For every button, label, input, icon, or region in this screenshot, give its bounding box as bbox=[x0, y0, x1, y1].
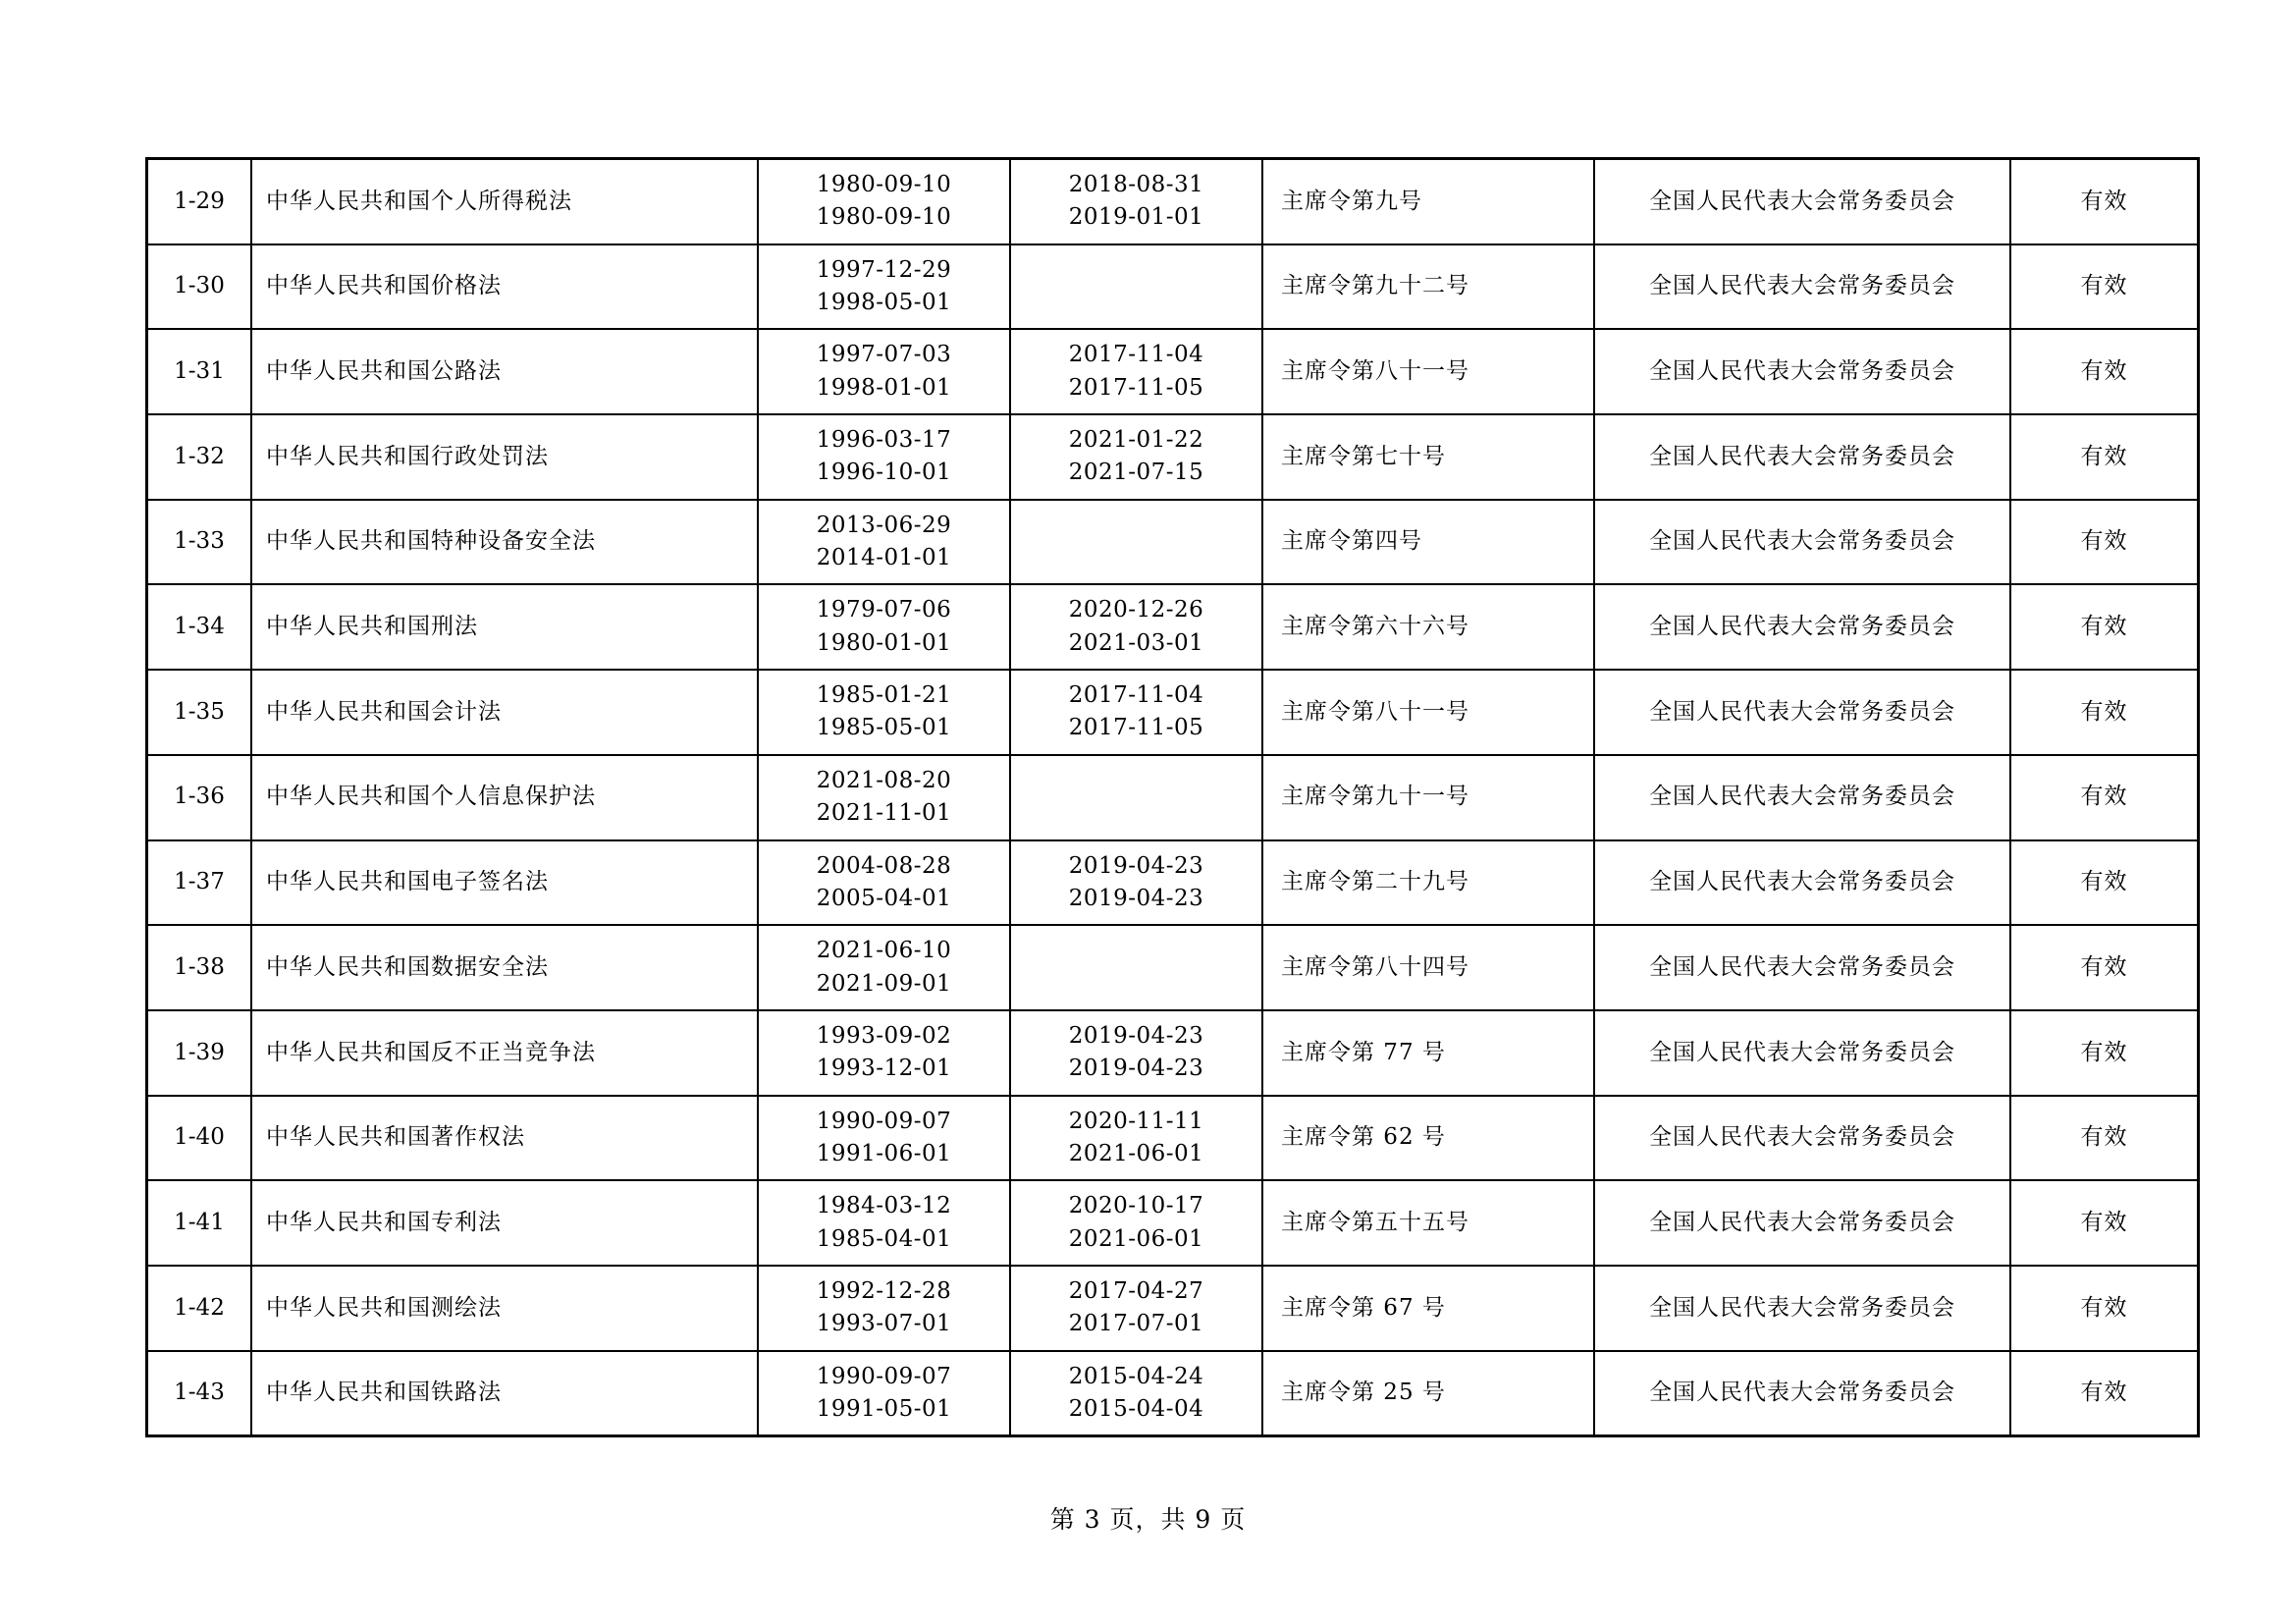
dates-stack bbox=[759, 585, 1009, 669]
row-index-text: 1-38 bbox=[174, 953, 225, 980]
cell-order-number bbox=[1262, 925, 1594, 1010]
cell-status bbox=[2010, 670, 2199, 755]
cell-law-name bbox=[251, 500, 758, 585]
cell-status bbox=[2010, 1180, 2199, 1266]
amend-effective-text: 2017-07-01 bbox=[1068, 1311, 1204, 1337]
cell-amendment-dates bbox=[1010, 500, 1262, 585]
cell-order-number bbox=[1262, 755, 1594, 840]
date-issued-text: 1979-07-06 bbox=[816, 597, 952, 623]
cell-organization bbox=[1594, 840, 2010, 926]
cell-order-number bbox=[1262, 500, 1594, 585]
amend-effective-text: 2021-06-01 bbox=[1068, 1225, 1204, 1252]
dates-stack bbox=[759, 1097, 1009, 1180]
cell-status bbox=[2010, 500, 2199, 585]
table-row bbox=[147, 414, 2199, 500]
law-name-text: 中华人民共和国公路法 bbox=[266, 358, 502, 385]
order-number-text: 主席令第九十一号 bbox=[1281, 784, 1469, 810]
row-index-text: 1-37 bbox=[174, 869, 225, 895]
amend-effective-text: 2021-03-01 bbox=[1068, 629, 1204, 656]
date-effective-text: 1985-05-01 bbox=[816, 715, 952, 741]
cell-amendment-dates bbox=[1010, 1351, 1262, 1436]
date-issued-text: 1996-03-17 bbox=[816, 427, 952, 454]
amend-effective-text: 2017-11-05 bbox=[1068, 715, 1204, 741]
row-index-text: 1-32 bbox=[174, 443, 225, 469]
amend-effective-text: 2019-01-01 bbox=[1068, 204, 1204, 231]
status-text: 有效 bbox=[2080, 1380, 2128, 1406]
cell-dates bbox=[758, 584, 1010, 670]
order-number-text: 主席令第四号 bbox=[1281, 528, 1422, 555]
page-number-text: 第 3 页，共 9 页 bbox=[1049, 1505, 1247, 1534]
dates-stack bbox=[759, 330, 1009, 413]
amendment-stack bbox=[1011, 841, 1261, 925]
order-number-text: 主席令第 25 号 bbox=[1281, 1380, 1446, 1406]
amend-issued-text: 2018-08-31 bbox=[1068, 172, 1204, 197]
cell-dates bbox=[758, 329, 1010, 414]
cell-law-name bbox=[251, 755, 758, 840]
order-number-text: 主席令第 67 号 bbox=[1281, 1294, 1446, 1321]
cell-order-number bbox=[1262, 840, 1594, 926]
organization-text: 全国人民代表大会常务委员会 bbox=[1649, 528, 1955, 555]
cell-amendment-dates bbox=[1010, 670, 1262, 755]
cell-index bbox=[147, 244, 252, 330]
cell-status bbox=[2010, 584, 2199, 670]
status-text: 有效 bbox=[2080, 528, 2128, 555]
dates-stack bbox=[759, 841, 1009, 925]
status-text: 有效 bbox=[2080, 698, 2128, 725]
amend-issued-text: 2020-11-11 bbox=[1068, 1108, 1204, 1134]
cell-status bbox=[2010, 414, 2199, 500]
date-issued-text: 1985-01-21 bbox=[816, 682, 952, 709]
dates-stack bbox=[759, 1181, 1009, 1265]
row-index-text: 1-43 bbox=[174, 1380, 225, 1406]
cell-law-name bbox=[251, 584, 758, 670]
cell-status bbox=[2010, 755, 2199, 840]
amendment-stack bbox=[1011, 1352, 1261, 1435]
cell-order-number bbox=[1262, 1351, 1594, 1436]
organization-text: 全国人民代表大会常务委员会 bbox=[1649, 869, 1955, 895]
cell-amendment-dates bbox=[1010, 414, 1262, 500]
amendment-stack bbox=[1011, 278, 1261, 296]
amend-effective-text: 2019-04-23 bbox=[1068, 885, 1204, 911]
date-issued-text: 1997-07-03 bbox=[816, 342, 952, 368]
status-text: 有效 bbox=[2080, 1124, 2128, 1151]
dates-stack bbox=[759, 245, 1009, 329]
cell-dates bbox=[758, 755, 1010, 840]
amend-effective-text: 2021-06-01 bbox=[1068, 1140, 1204, 1166]
date-issued-text: 1993-09-02 bbox=[816, 1022, 952, 1049]
amendment-stack bbox=[1011, 788, 1261, 806]
table-row bbox=[147, 500, 2199, 585]
order-number-text: 主席令第七十号 bbox=[1281, 443, 1446, 469]
cell-organization bbox=[1594, 584, 2010, 670]
cell-organization bbox=[1594, 329, 2010, 414]
cell-organization bbox=[1594, 159, 2010, 244]
table-row bbox=[147, 329, 2199, 414]
cell-dates bbox=[758, 1010, 1010, 1096]
cell-index bbox=[147, 925, 252, 1010]
table-row bbox=[147, 1010, 2199, 1096]
table-row bbox=[147, 244, 2199, 330]
amendment-stack bbox=[1011, 415, 1261, 499]
cell-law-name bbox=[251, 414, 758, 500]
date-issued-text: 1980-09-10 bbox=[816, 172, 952, 197]
status-text: 有效 bbox=[2080, 358, 2128, 385]
cell-status bbox=[2010, 1096, 2199, 1181]
row-index-text: 1-34 bbox=[174, 614, 225, 640]
cell-law-name bbox=[251, 1010, 758, 1096]
cell-order-number bbox=[1262, 584, 1594, 670]
cell-law-name bbox=[251, 1351, 758, 1436]
cell-organization bbox=[1594, 925, 2010, 1010]
law-name-text: 中华人民共和国行政处罚法 bbox=[266, 443, 549, 469]
law-name-text: 中华人民共和国铁路法 bbox=[266, 1380, 502, 1406]
row-index-text: 1-41 bbox=[174, 1209, 225, 1235]
date-effective-text: 1993-07-01 bbox=[816, 1311, 952, 1337]
amend-effective-text: 2015-04-04 bbox=[1068, 1395, 1204, 1422]
cell-organization bbox=[1594, 670, 2010, 755]
table-row bbox=[147, 755, 2199, 840]
status-text: 有效 bbox=[2080, 1039, 2128, 1065]
order-number-text: 主席令第二十九号 bbox=[1281, 869, 1469, 895]
table-row bbox=[147, 670, 2199, 755]
order-number-text: 主席令第六十六号 bbox=[1281, 614, 1469, 640]
amendment-stack bbox=[1011, 959, 1261, 977]
cell-index bbox=[147, 1351, 252, 1436]
date-effective-text: 2021-11-01 bbox=[816, 800, 952, 827]
organization-text: 全国人民代表大会常务委员会 bbox=[1649, 614, 1955, 640]
date-issued-text: 1990-09-07 bbox=[816, 1108, 952, 1134]
amend-effective-text: 2021-07-15 bbox=[1068, 460, 1204, 486]
date-effective-text: 2005-04-01 bbox=[816, 885, 952, 911]
dates-stack bbox=[759, 1011, 1009, 1095]
cell-law-name bbox=[251, 1096, 758, 1181]
cell-status bbox=[2010, 244, 2199, 330]
amendment-stack bbox=[1011, 1267, 1261, 1350]
cell-law-name bbox=[251, 329, 758, 414]
dates-stack bbox=[759, 160, 1009, 244]
date-effective-text: 1985-04-01 bbox=[816, 1225, 952, 1252]
amend-effective-text: 2019-04-23 bbox=[1068, 1056, 1204, 1082]
cell-organization bbox=[1594, 1180, 2010, 1266]
dates-stack bbox=[759, 1267, 1009, 1350]
amendment-stack bbox=[1011, 330, 1261, 413]
organization-text: 全国人民代表大会常务委员会 bbox=[1649, 1294, 1955, 1321]
date-effective-text: 1991-06-01 bbox=[816, 1140, 952, 1166]
cell-law-name bbox=[251, 840, 758, 926]
cell-organization bbox=[1594, 414, 2010, 500]
cell-law-name bbox=[251, 159, 758, 244]
cell-law-name bbox=[251, 925, 758, 1010]
cell-amendment-dates bbox=[1010, 755, 1262, 840]
cell-amendment-dates bbox=[1010, 244, 1262, 330]
cell-dates bbox=[758, 1096, 1010, 1181]
law-table bbox=[145, 157, 2200, 1437]
dates-stack bbox=[759, 756, 1009, 839]
cell-dates bbox=[758, 1266, 1010, 1351]
dates-stack bbox=[759, 671, 1009, 754]
row-index-text: 1-36 bbox=[174, 784, 225, 810]
amendment-stack bbox=[1011, 1181, 1261, 1265]
amendment-stack bbox=[1011, 585, 1261, 669]
status-text: 有效 bbox=[2080, 869, 2128, 895]
dates-stack bbox=[759, 1352, 1009, 1435]
organization-text: 全国人民代表大会常务委员会 bbox=[1649, 188, 1955, 214]
cell-order-number bbox=[1262, 414, 1594, 500]
law-name-text: 中华人民共和国反不正当竞争法 bbox=[266, 1039, 596, 1065]
cell-order-number bbox=[1262, 1010, 1594, 1096]
table-row bbox=[147, 159, 2199, 244]
amend-issued-text: 2019-04-23 bbox=[1068, 852, 1204, 879]
row-index-text: 1-39 bbox=[174, 1039, 225, 1065]
status-text: 有效 bbox=[2080, 1209, 2128, 1235]
amend-issued-text: 2021-01-22 bbox=[1068, 427, 1204, 454]
cell-dates bbox=[758, 1351, 1010, 1436]
cell-law-name bbox=[251, 244, 758, 330]
date-issued-text: 2013-06-29 bbox=[816, 512, 952, 538]
status-text: 有效 bbox=[2080, 1294, 2128, 1321]
cell-status bbox=[2010, 925, 2199, 1010]
organization-text: 全国人民代表大会常务委员会 bbox=[1649, 358, 1955, 385]
law-name-text: 中华人民共和国电子签名法 bbox=[266, 869, 549, 895]
organization-text: 全国人民代表大会常务委员会 bbox=[1649, 1380, 1955, 1406]
table-row bbox=[147, 1266, 2199, 1351]
cell-order-number bbox=[1262, 244, 1594, 330]
cell-index bbox=[147, 1010, 252, 1096]
date-issued-text: 1997-12-29 bbox=[816, 256, 952, 283]
cell-order-number bbox=[1262, 1266, 1594, 1351]
table-row bbox=[147, 925, 2199, 1010]
cell-index bbox=[147, 755, 252, 840]
cell-dates bbox=[758, 244, 1010, 330]
cell-index bbox=[147, 1180, 252, 1266]
cell-amendment-dates bbox=[1010, 1180, 1262, 1266]
date-effective-text: 2014-01-01 bbox=[816, 545, 952, 571]
status-text: 有效 bbox=[2080, 273, 2128, 299]
law-table-container bbox=[145, 157, 2151, 1437]
row-index-text: 1-30 bbox=[174, 273, 225, 299]
status-text: 有效 bbox=[2080, 614, 2128, 640]
amend-issued-text: 2020-10-17 bbox=[1068, 1193, 1204, 1219]
table-row bbox=[147, 1096, 2199, 1181]
cell-organization bbox=[1594, 1096, 2010, 1181]
cell-status bbox=[2010, 1351, 2199, 1436]
law-name-text: 中华人民共和国著作权法 bbox=[266, 1124, 525, 1151]
law-name-text: 中华人民共和国数据安全法 bbox=[266, 953, 549, 980]
dates-stack bbox=[759, 415, 1009, 499]
cell-amendment-dates bbox=[1010, 840, 1262, 926]
status-text: 有效 bbox=[2080, 188, 2128, 214]
table-row bbox=[147, 1351, 2199, 1436]
order-number-text: 主席令第八十四号 bbox=[1281, 953, 1469, 980]
cell-status bbox=[2010, 159, 2199, 244]
date-issued-text: 2004-08-28 bbox=[816, 852, 952, 879]
cell-index bbox=[147, 584, 252, 670]
cell-organization bbox=[1594, 1351, 2010, 1436]
cell-amendment-dates bbox=[1010, 925, 1262, 1010]
cell-law-name bbox=[251, 1266, 758, 1351]
law-name-text: 中华人民共和国测绘法 bbox=[266, 1294, 502, 1321]
organization-text: 全国人民代表大会常务委员会 bbox=[1649, 953, 1955, 980]
row-index-text: 1-29 bbox=[174, 188, 225, 214]
dates-stack bbox=[759, 926, 1009, 1009]
amend-issued-text: 2017-11-04 bbox=[1068, 342, 1204, 368]
cell-organization bbox=[1594, 500, 2010, 585]
status-text: 有效 bbox=[2080, 784, 2128, 810]
law-name-text: 中华人民共和国刑法 bbox=[266, 614, 478, 640]
law-name-text: 中华人民共和国特种设备安全法 bbox=[266, 528, 596, 555]
law-name-text: 中华人民共和国专利法 bbox=[266, 1209, 502, 1235]
organization-text: 全国人民代表大会常务委员会 bbox=[1649, 1039, 1955, 1065]
table-row bbox=[147, 840, 2199, 926]
date-effective-text: 1998-01-01 bbox=[816, 374, 952, 401]
cell-dates bbox=[758, 1180, 1010, 1266]
dates-stack bbox=[759, 501, 1009, 584]
date-effective-text: 1993-12-01 bbox=[816, 1056, 952, 1082]
cell-order-number bbox=[1262, 1180, 1594, 1266]
cell-status bbox=[2010, 329, 2199, 414]
cell-index bbox=[147, 840, 252, 926]
cell-dates bbox=[758, 925, 1010, 1010]
cell-organization bbox=[1594, 1010, 2010, 1096]
cell-order-number bbox=[1262, 159, 1594, 244]
amendment-stack bbox=[1011, 160, 1261, 244]
organization-text: 全国人民代表大会常务委员会 bbox=[1649, 698, 1955, 725]
date-issued-text: 2021-06-10 bbox=[816, 938, 952, 964]
cell-amendment-dates bbox=[1010, 329, 1262, 414]
amend-issued-text: 2017-04-27 bbox=[1068, 1277, 1204, 1304]
date-effective-text: 1991-05-01 bbox=[816, 1395, 952, 1422]
organization-text: 全国人民代表大会常务委员会 bbox=[1649, 784, 1955, 810]
row-index-text: 1-42 bbox=[174, 1294, 225, 1321]
cell-dates bbox=[758, 414, 1010, 500]
cell-index bbox=[147, 670, 252, 755]
row-index-text: 1-33 bbox=[174, 528, 225, 555]
cell-organization bbox=[1594, 1266, 2010, 1351]
amend-issued-text: 2015-04-24 bbox=[1068, 1363, 1204, 1389]
cell-index bbox=[147, 329, 252, 414]
table-row bbox=[147, 584, 2199, 670]
cell-organization bbox=[1594, 244, 2010, 330]
row-index-text: 1-35 bbox=[174, 698, 225, 725]
row-index-text: 1-31 bbox=[174, 358, 225, 385]
cell-status bbox=[2010, 1010, 2199, 1096]
cell-law-name bbox=[251, 1180, 758, 1266]
amendment-stack bbox=[1011, 1097, 1261, 1180]
order-number-text: 主席令第八十一号 bbox=[1281, 358, 1469, 385]
organization-text: 全国人民代表大会常务委员会 bbox=[1649, 273, 1955, 299]
amendment-stack bbox=[1011, 671, 1261, 754]
amend-issued-text: 2017-11-04 bbox=[1068, 682, 1204, 709]
date-issued-text: 1992-12-28 bbox=[816, 1277, 952, 1304]
date-issued-text: 2021-08-20 bbox=[816, 767, 952, 793]
date-issued-text: 1990-09-07 bbox=[816, 1363, 952, 1389]
order-number-text: 主席令第八十一号 bbox=[1281, 698, 1469, 725]
row-index-text: 1-40 bbox=[174, 1124, 225, 1151]
date-effective-text: 2021-09-01 bbox=[816, 970, 952, 997]
order-number-text: 主席令第 77 号 bbox=[1281, 1039, 1446, 1065]
cell-index bbox=[147, 1096, 252, 1181]
cell-dates bbox=[758, 670, 1010, 755]
cell-dates bbox=[758, 159, 1010, 244]
table-row bbox=[147, 1180, 2199, 1266]
date-effective-text: 1980-01-01 bbox=[816, 629, 952, 656]
cell-status bbox=[2010, 840, 2199, 926]
cell-amendment-dates bbox=[1010, 1266, 1262, 1351]
amend-issued-text: 2020-12-26 bbox=[1068, 597, 1204, 623]
date-effective-text: 1998-05-01 bbox=[816, 290, 952, 316]
cell-dates bbox=[758, 500, 1010, 585]
organization-text: 全国人民代表大会常务委员会 bbox=[1649, 443, 1955, 469]
cell-order-number bbox=[1262, 329, 1594, 414]
cell-dates bbox=[758, 840, 1010, 926]
cell-order-number bbox=[1262, 1096, 1594, 1181]
amendment-stack bbox=[1011, 1011, 1261, 1095]
law-name-text: 中华人民共和国价格法 bbox=[266, 273, 502, 299]
date-effective-text: 1980-09-10 bbox=[816, 204, 952, 231]
organization-text: 全国人民代表大会常务委员会 bbox=[1649, 1209, 1955, 1235]
cell-status bbox=[2010, 1266, 2199, 1351]
amend-issued-text: 2019-04-23 bbox=[1068, 1022, 1204, 1049]
order-number-text: 主席令第九十二号 bbox=[1281, 273, 1469, 299]
status-text: 有效 bbox=[2080, 953, 2128, 980]
date-issued-text: 1984-03-12 bbox=[816, 1193, 952, 1219]
cell-index bbox=[147, 414, 252, 500]
cell-order-number bbox=[1262, 670, 1594, 755]
organization-text: 全国人民代表大会常务委员会 bbox=[1649, 1124, 1955, 1151]
page-footer bbox=[0, 1500, 2296, 1536]
law-name-text: 中华人民共和国会计法 bbox=[266, 698, 502, 725]
law-name-text: 中华人民共和国个人所得税法 bbox=[266, 188, 572, 214]
cell-index bbox=[147, 500, 252, 585]
cell-organization bbox=[1594, 755, 2010, 840]
cell-amendment-dates bbox=[1010, 1010, 1262, 1096]
amendment-stack bbox=[1011, 533, 1261, 551]
cell-law-name bbox=[251, 670, 758, 755]
cell-amendment-dates bbox=[1010, 159, 1262, 244]
status-text: 有效 bbox=[2080, 443, 2128, 469]
order-number-text: 主席令第 62 号 bbox=[1281, 1124, 1446, 1151]
order-number-text: 主席令第九号 bbox=[1281, 188, 1422, 214]
cell-index bbox=[147, 159, 252, 244]
order-number-text: 主席令第五十五号 bbox=[1281, 1209, 1469, 1235]
cell-amendment-dates bbox=[1010, 1096, 1262, 1181]
date-effective-text: 1996-10-01 bbox=[816, 460, 952, 486]
cell-amendment-dates bbox=[1010, 584, 1262, 670]
cell-index bbox=[147, 1266, 252, 1351]
amend-effective-text: 2017-11-05 bbox=[1068, 374, 1204, 401]
law-name-text: 中华人民共和国个人信息保护法 bbox=[266, 784, 596, 810]
